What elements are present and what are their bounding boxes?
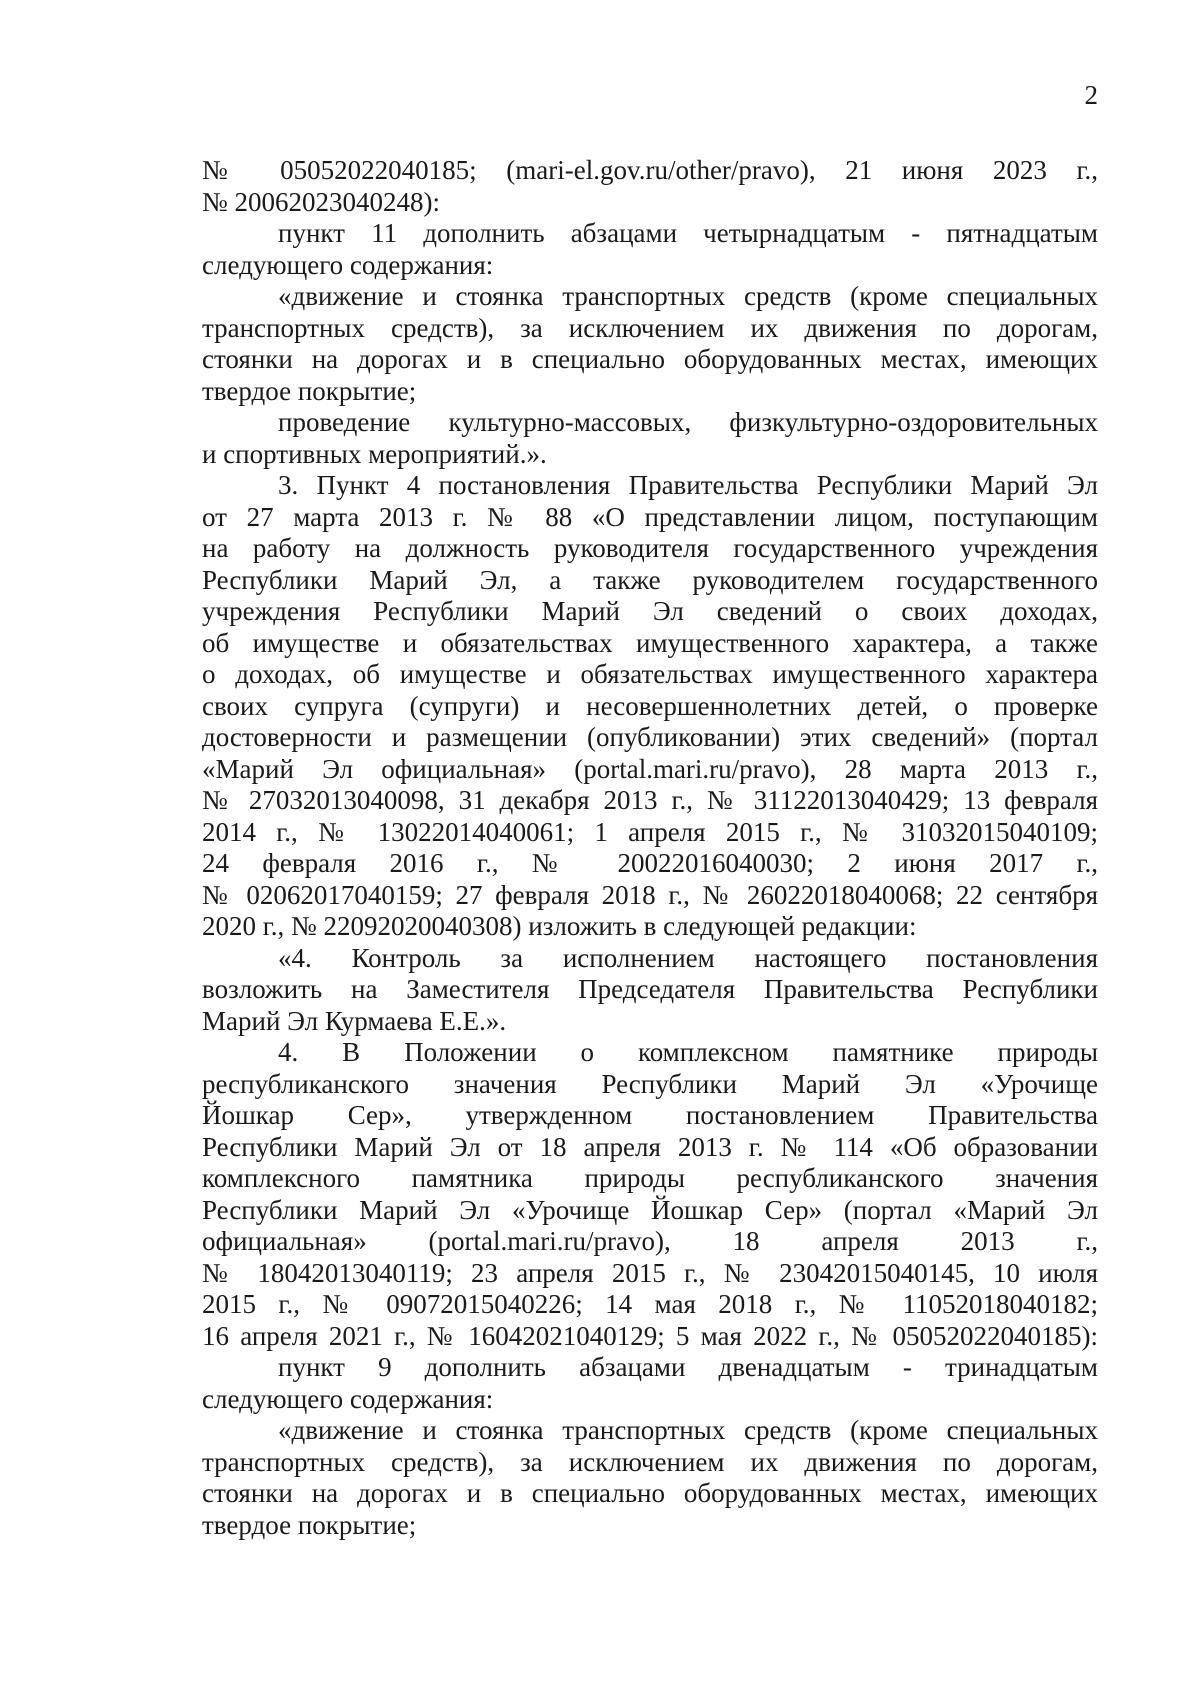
text-line: «Марий Эл официальная» (portal.mari.ru/pravo), 28 марта 2013 г.,	[202, 753, 1098, 784]
text-line: Республики Марий Эл «Урочище Йошкар Сер» (портал «Марий Эл	[202, 1194, 1098, 1225]
text-line: «4. Контроль за исполнением настоящего постановления	[278, 942, 1098, 973]
text-line: твердое покрытие;	[202, 1509, 417, 1540]
text-line: Йошкар Сер», утвержденном постановлением Правительства	[202, 1100, 1098, 1130]
text-line: транспортных средств), за исключением их движения по дорогам,	[202, 312, 1098, 343]
text-line: республиканского значения Республики Марий Эл «Урочище	[202, 1068, 1098, 1099]
text-line: комплексного памятника природы республиканского значения	[202, 1163, 1098, 1193]
text-line: от 27 марта 2013 г. № 88 «О представлении лицом, поступающим	[202, 501, 1098, 532]
document-body	[202, 155, 1098, 1541]
text-line: на работу на должность руководителя государственного учреждения	[202, 533, 1098, 563]
text-line: 24 февраля 2016 г., № 20022016040030; 2 июня 2017 г.,	[202, 848, 1098, 878]
text-line: 2014 г., № 13022014040061; 1 апреля 2015 г., № 31032015040109;	[202, 816, 1098, 847]
text-line: следующего содержания:	[202, 249, 494, 280]
text-line: 4. В Положении о комплексном памятнике природы	[278, 1037, 1098, 1067]
text-line: Марий Эл Курмаева Е.Е.».	[202, 1005, 507, 1036]
text-line: о доходах, об имуществе и обязательствах имущественного характера	[202, 659, 1098, 689]
text-line: 3. Пункт 4 постановления Правительства Республики Марий Эл	[278, 470, 1098, 500]
text-line: учреждения Республики Марий Эл сведений о своих доходах,	[202, 596, 1098, 626]
text-line: транспортных средств), за исключением их движения по дорогам,	[202, 1446, 1098, 1477]
text-line: № 05052022040185; (mari-el.gov.ru/other/pravo), 21 июня 2023 г.,	[202, 155, 1098, 185]
text-line: № 02062017040159; 27 февраля 2018 г., № 26022018040068; 22 сентября	[202, 879, 1098, 910]
text-line: официальная» (portal.mari.ru/pravo), 18 апреля 2013 г.,	[202, 1226, 1098, 1256]
text-line: № 18042013040119; 23 апреля 2015 г., № 23042015040145, 10 июля	[202, 1257, 1098, 1288]
text-line: 16 апреля 2021 г., № 16042021040129; 5 мая 2022 г., № 05052022040185):	[202, 1320, 1098, 1351]
text-line: достоверности и размещении (опубликовании) этих сведений» (портал	[202, 722, 1098, 752]
text-line: стоянки на дорогах и в специально оборудованных местах, имеющих	[202, 344, 1098, 374]
text-line: твердое покрытие;	[202, 375, 417, 406]
text-line: № 20062023040248):	[202, 186, 441, 217]
page-number: 2	[1084, 80, 1098, 110]
text-line: № 27032013040098, 31 декабря 2013 г., № 31122013040429; 13 февраля	[202, 785, 1098, 815]
text-line: Республики Марий Эл от 18 апреля 2013 г. № 114 «Об образовании	[202, 1131, 1098, 1162]
text-line: следующего содержания:	[202, 1383, 494, 1414]
text-line: своих супруга (супруги) и несовершеннолетних детей, о проверке	[202, 690, 1098, 721]
text-line: пункт 11 дополнить абзацами четырнадцатым - пятнадцатым	[278, 218, 1098, 248]
text-line: проведение культурно-массовых, физкультурно-оздоровительных	[278, 407, 1098, 437]
text-line: об имуществе и обязательствах имущественного характера, а также	[202, 627, 1098, 658]
text-line: возложить на Заместителя Председателя Правительства Республики	[202, 974, 1098, 1004]
text-line: пункт 9 дополнить абзацами двенадцатым - тринадцатым	[278, 1352, 1098, 1382]
text-line: 2020 г., № 22092020040308) изложить в следующей редакции:	[202, 911, 917, 941]
text-line: 2015 г., № 09072015040226; 14 мая 2018 г., № 11052018040182;	[202, 1289, 1098, 1319]
text-line: «движение и стоянка транспортных средств (кроме специальных	[278, 1415, 1098, 1445]
text-line: стоянки на дорогах и в специально оборудованных местах, имеющих	[202, 1478, 1098, 1508]
text-line: Республики Марий Эл, а также руководителем государственного	[202, 564, 1098, 595]
text-line: и спортивных мероприятий.».	[202, 438, 547, 469]
text-line: «движение и стоянка транспортных средств (кроме специальных	[278, 281, 1098, 311]
